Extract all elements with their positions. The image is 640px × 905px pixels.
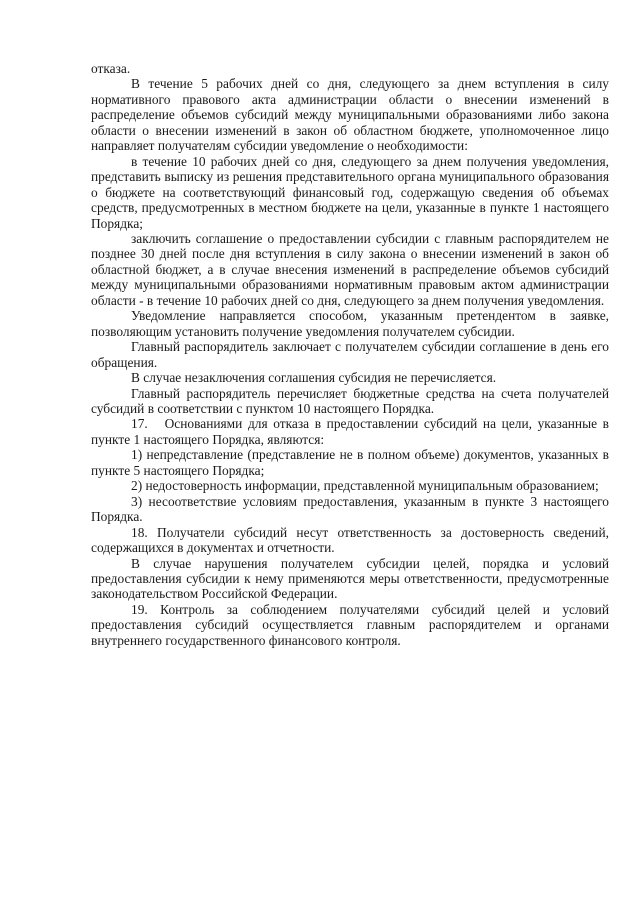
paragraph-item-17-3: 3) несоответствие условиям предоставления, указанным в пункте 3 настоящего Порядка. (91, 493, 609, 525)
paragraph-item-17: 17. Основаниями для отказа в предоставлении субсидий на цели, указанные в пункте 1 настоящего Порядка, являются: (91, 416, 613, 447)
paragraph-notification-deadline: В течение 5 рабочих дней со дня, следующего за днем вступления в силу нормативного правового акта администрации области о внесении изменений в распределение объемов субсидий между муниципальными образованиями либо закона области о внесении изменений в закон об областном бюджете, уполномоченное лицо направляет получателям субсидии уведомление о необходимости: (91, 76, 609, 154)
paragraph-item-17-1: 1) непредставление (представление не в полном объеме) документов, указанных в пункте 5 настоящего Порядка; (91, 447, 609, 478)
paragraph-conclude-agreement: заключить соглашение о предоставлении субсидии с главным распорядителем не позднее 30 дней после дня вступления в силу закона о внесении изменений в закон об областной бюджет, а в случае внесения изменений в распределение объемов субсидий между муниципальными образованиями нормативным правовым актом администрации области - в течение 10 рабочих дней со дня, следующего за днем получения уведомления. (91, 230, 609, 308)
paragraph-transfer-funds: Главный распорядитель перечисляет бюджетные средства на счета получателей субсидий в соответствии с пунктом 10 настоящего Порядка. (91, 385, 609, 416)
paragraph-item-19: 19. Контроль за соблюдением получателями субсидий целей и условий предоставления субсидий осуществляется главным распорядителем и органами внутреннего государственного финансового контроля. (91, 601, 609, 648)
paragraph-item-17-2: 2) недостоверность информации, представленной муниципальным образованием; (131, 478, 599, 494)
paragraph-violation-measures: В случае нарушения получателем субсидии целей, порядка и условий предоставления субсидии к нему применяются меры ответственности, предусмотренные законодательством Российской Федерации. (91, 555, 609, 602)
paragraph-no-agreement: В случае незаключения соглашения субсидия не перечисляется. (131, 370, 497, 386)
paragraph-budget-extract: в течение 10 рабочих дней со дня, следующего за днем получения уведомления, представить выписку из решения представительного органа муниципального образования о бюджете на соответствующий финансовый год, содержащую сведения об объемах средств, предусмотренных в местном бюджете на цели, указанные в пункте 1 настоящего Порядка; (91, 153, 609, 231)
paragraph-item-18: 18. Получатели субсидий несут ответственность за достоверность сведений, содержащихся в документах и отчетности. (91, 524, 609, 556)
paragraph-notification-method: Уведомление направляется способом, указанным претендентом в заявке, позволяющим установить получение уведомления получателем субсидии. (91, 308, 609, 339)
document-page (91, 61, 613, 648)
paragraph-continuation: отказа. (91, 61, 131, 76)
paragraph-agreement-day: Главный распорядитель заключает с получателем субсидии соглашение в день его обращения. (91, 339, 609, 370)
